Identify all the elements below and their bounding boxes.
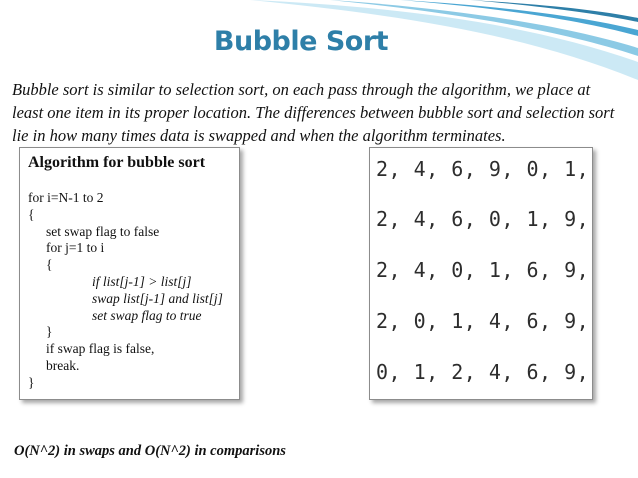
pass-row: 2, 4, 6, 0, 1, 9, [376,207,590,231]
pass-row: 2, 0, 1, 4, 6, 9, [376,309,590,333]
intro-paragraph: Bubble sort is similar to selection sort, on each pass through the algorithm, we place at least one item in its proper location. The differences between bubble sort and selection sort lie in how many times data is swapped and when the algorithm terminates. [12,80,615,145]
algorithm-line: for j=1 to i [46,240,105,256]
pass-row: 2, 4, 0, 1, 6, 9, [376,258,590,282]
algorithm-line: { [28,206,35,222]
algorithm-code [28,190,223,392]
algorithm-line: set swap flag to false [46,223,160,239]
complexity-note: O(N^2) in swaps and O(N^2) in comparisons [14,443,286,459]
algorithm-line: } [28,374,35,390]
slide-title: Bubble Sort [213,26,389,57]
algorithm-box [19,147,240,400]
algorithm-line: { [46,257,53,273]
pass-row: 0, 1, 2, 4, 6, 9, [376,360,590,384]
algorithm-line: for i=N-1 to 2 [28,190,104,205]
pass-row: 2, 4, 6, 9, 0, 1, [376,157,590,181]
algorithm-line: if swap flag is false, [46,341,155,357]
algorithm-title: Algorithm for bubble sort [28,154,206,171]
algorithm-line: set swap flag to true [92,307,202,323]
algorithm-line: } [46,324,53,340]
algorithm-line: if list[j-1] > list[j] [92,273,192,289]
algorithm-line: swap list[j-1] and list[j] [92,290,223,306]
algorithm-line: break. [46,357,80,373]
pass-illustration [369,147,593,400]
